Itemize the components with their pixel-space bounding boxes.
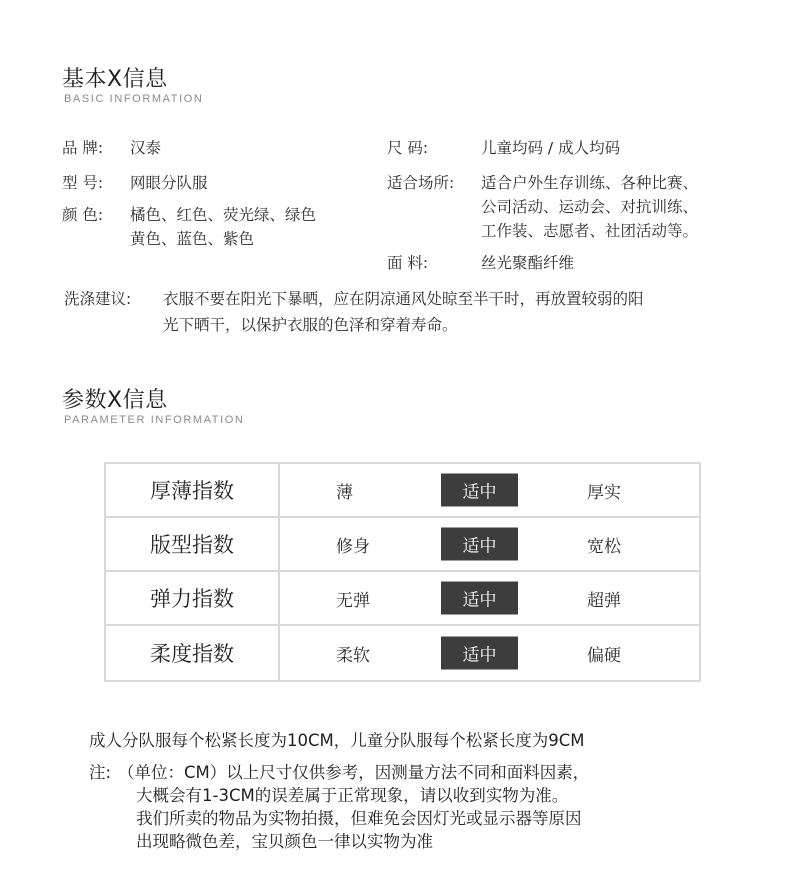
wash-label: 洗涤建议: [64,290,132,308]
param-high: 超弹 [587,590,621,611]
size-value: 儿童均码 / 成人均码 [481,139,621,157]
color-label: 颜 色: [62,206,104,224]
wash-value-line1: 衣服不要在阳光下暴晒，应在阴凉通风处晾至半干时，再放置较弱的阳 [163,290,644,308]
param-row-thickness [106,464,699,518]
fabric-value: 丝光聚酯纤维 [481,254,575,272]
param-high: 偏硬 [587,645,621,666]
occasion-value-line3: 工作装、志愿者、社团活动等。 [481,222,699,240]
note-line-4: 出现略微色差，宝贝颜色一律以实物为准 [136,832,433,851]
param-name: 柔度指数 [106,626,280,680]
model-value: 网眼分队服 [130,174,208,192]
occasion-label: 适合场所: [387,174,455,192]
param-name: 厚薄指数 [106,464,280,516]
basic-info-subtitle: BASIC INFORMATION [64,93,204,105]
param-selected-badge: 适中 [441,582,518,615]
basic-info-title: 基本X信息 [62,67,168,92]
param-low: 无弹 [336,590,370,611]
note-label: 注: [89,763,112,782]
param-name: 版型指数 [106,518,280,570]
param-row-elasticity [106,572,699,626]
param-info-title: 参数X信息 [62,388,168,413]
param-info-subtitle: PARAMETER INFORMATION [64,414,245,426]
note-line-3: 我们所卖的物品为实物拍摄，但难免会因灯光或显示器等原因 [136,809,582,828]
brand-label: 品 牌: [62,139,104,157]
model-label: 型 号: [62,174,104,192]
param-high: 宽松 [587,536,621,557]
parameter-table [104,462,701,682]
param-low: 柔软 [336,645,370,666]
param-row-fit [106,518,699,572]
param-name: 弹力指数 [106,572,280,624]
color-value-line1: 橘色、红色、荧光绿、绿色 [130,206,317,224]
note-line-2: 大概会有1-3CM的误差属于正常现象，请以收到实物为准。 [136,786,569,805]
param-selected-badge: 适中 [441,474,518,507]
param-low: 薄 [336,482,353,503]
occasion-value-line2: 公司活动、运动会、对抗训练、 [481,198,699,216]
color-value-line2: 黄色、蓝色、紫色 [130,230,255,248]
wash-value-line2: 光下晒干，以保护衣服的色泽和穿着寿命。 [163,316,458,334]
elastic-length-note: 成人分队服每个松紧长度为10CM，儿童分队服每个松紧长度为9CM [89,731,585,750]
occasion-value-line1: 适合户外生存训练、各种比赛、 [481,174,699,192]
param-row-softness [106,626,699,680]
size-label: 尺 码: [387,139,429,157]
param-high: 厚实 [587,482,621,503]
param-selected-badge: 适中 [441,637,518,670]
param-low: 修身 [336,536,370,557]
brand-value: 汉泰 [130,139,162,157]
fabric-label: 面 料: [387,254,429,272]
note-line-1: （单位：CM）以上尺寸仅供参考，因测量方法不同和面料因素， [118,763,590,782]
param-selected-badge: 适中 [441,528,518,561]
